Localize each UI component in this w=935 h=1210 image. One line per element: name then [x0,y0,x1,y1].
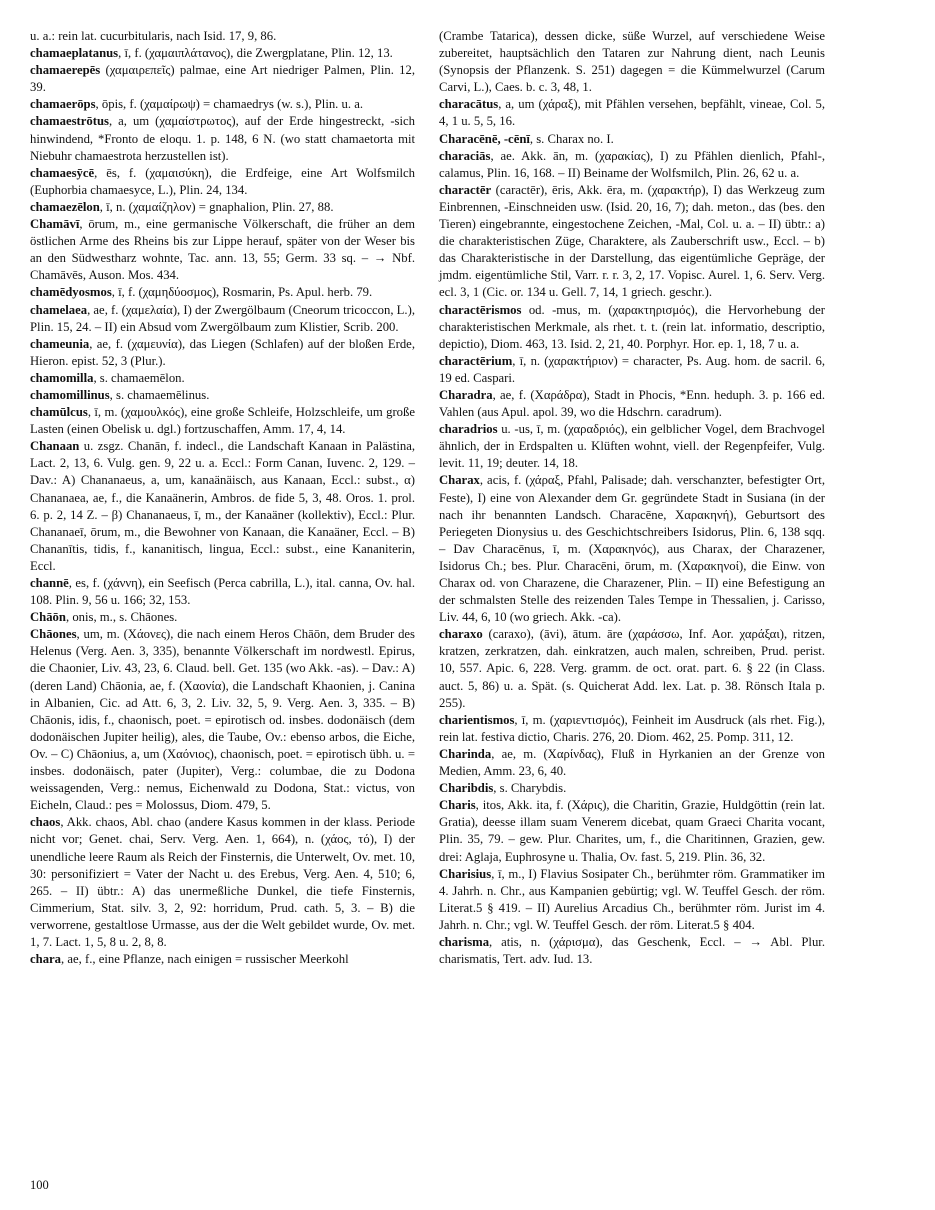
headword: Charis [439,798,476,813]
entry: chamaerepēs (χαμαιρεπεῖς) palmae, eine Art niedriger Palmen, Plin. 12, 39. [30,63,415,95]
headword: charisma [439,934,490,949]
entry: Charinda, ae, m. (Χαρίνδας), Fluß in Hyrkanien an der Grenze von Medien, Amm. 23, 6, 40. [439,746,825,779]
headword: characātus [439,97,499,112]
headword: Charisius [439,866,492,881]
headword: charientismos [439,712,515,727]
headword: Charadra [439,387,493,402]
entry: Charax, acis, f. (χάραξ, Pfahl, Palisade; dah. verschanzter, befestigter Ort, Feste), I) eine von Alexander dem Gr. gegründete Stadt in Susiana (in der nach ihr benannten Landsch. Characēne, Χαρακηνή), Geburtsort des Periegeten Dionysius u. des Geschichtschreibers Isidorus, Plin. 6, 138 sqq. – Dav Characēnus, ī, m. (Χαρακηνός), aus Charax, der Charazener, Isidorus Ch.; bes. Plur. Characēni, ōrum, m. (Χαρακηνοί), die Einw. von Charax od. von Charazene, die Charazener, Plin. – II) eine Befestigung an der schmalsten Stelle des reizenden Tales Tempe in Thessalien, j. Carisso, Liv. 44, 6, 10 (wo griech. Akk. -ca). [439,473,825,625]
headword: chamaestrōtus [30,114,109,129]
headword: Charax [439,473,480,488]
entry: Characēnē, -cēnī, s. Charax no. I. [439,131,614,146]
headword: chamūlcus [30,405,88,420]
entry: chamaeplatanus, ī, f. (χαμαιπλάτανος), die Zwergplatane, Plin. 12, 13. [30,46,393,61]
headword: charactēr [439,182,492,197]
entry: charadrios u. -us, ī, m. (χαραδριός), ein gelblicher Vogel, dem Brachvogel ähnlich, der in Erdspalten u. Klüften wohnt, viell. der Regenpfeifer, Vulg. levit. 11, 19; deuter. 14, 18. [439,422,825,471]
headword: charaxo [439,627,483,642]
entry: charaxo (caraxo), (āvi), ātum. āre (χαράσσω, Inf. Aor. χαράξαι), ritzen, kratzen, zerkratzen, dah. einkratzen, auch malen, schreiben, Prud. perist. 10, 557. Apic. 6, 228. Verg. gramm. de oct. orat. part. 6. § 22 (in Class. auct. 5, 86) u. a. Spät. (s. Quicherat Add. lex. Lat. p. 38. Rönsch Itala p. 255). [439,627,825,710]
entry: characātus, a, um (χάραξ), mit Pfählen versehen, bepfählt, vineae, Col. 5, 4, 1 u. 5, 5, 16. [439,97,825,129]
headword: chamaezēlon [30,199,100,214]
right-column [439,28,825,968]
entry: chamaerōps, ōpis, f. (χαμαίρωψ) = chamaedrys (w. s.), Plin. u. a. [30,97,364,112]
entry: u. a.: rein lat. cucurbitularis, nach Isid. 17, 9, 86. [30,29,277,43]
entry: chamomillinus, s. chamaemēlinus. [30,387,210,402]
entry: charactērium, ī, n. (χαρακτήριον) = character, Ps. Aug. hom. de sacril. 6, 19 ed. Caspari. [439,353,825,385]
entry: Charibdis, s. Charybdis. [439,781,567,796]
entry: Chāones, um, m. (Χάονες), die nach einem Heros Chāōn, dem Bruder des Helenus (Verg. Aen. 3, 335), benannte Völkerschaft im nordwestl. Epirus, die Chaonier, Liv. 43, 23, 6. Claud. bell. Get. 135 (wo Akk. -as). – Dav.: A) (deren Land) Chāonia, ae, f. (Χαονία), die Landschaft Khaonien, j. Canina in Albanien, Cic. ad Att. 6, 3, 2. Liv. 32, 5, 9. Verg. Aen. 3, 335. – B) Chāonis, idis, f., chaonisch, poet. = epirotisch od. insbes. dodonäisch (dem dodonäischen Jupiter heilig), ales, die Taube, Ov.: ebenso arbos, die Eiche, Ov. – C) Chāonius, a, um (Χαόνιος), chaonisch, poet. = epirotisch übh. u. = insbes. dodonäisch, pater (Jupiter), Verg.: columbae, die zu Dodona weissagenden, Verg.: nemus, Eichenwald zu Dodona, Stat.: victus, von Eicheln, Claud.: pes = Molossus, Diom. 479, 5. [30,627,415,813]
headword: chamomillinus [30,387,110,402]
headword: Charinda [439,746,492,761]
entry: chamelaea, ae, f. (χαμελαία), I) der Zwergölbaum (Cneorum tricoccon, L.), Plin. 15, 24. – II) ein Absud vom Zwergölbaum zum Klistier, Scrib. 200. [30,302,415,334]
entry: chamaestrōtus, a, um (χαμαίστρωτος), auf der Erde hingestreckt, -sich hinwindend, *Fronto de eloqu. 1. p. 148, 6 N. (wo statt chamaetorta mit Niebuhr chamaestrota herzustellen ist). [30,114,415,163]
headword: Chāones [30,627,77,642]
entry: charientismos, ī, m. (χαριεντισμός), Feinheit im Ausdruck (als rhet. Fig.), rein lat. festiva dictio, Charis. 276, 20. Diom. 462, 25. Pomp. 311, 12. [439,712,825,744]
headword: chamēdyosmos [30,285,112,300]
headword: chaos [30,815,61,830]
headword: chamaerōps [30,97,96,112]
entry: charactēr (caractēr), ēris, Akk. ēra, m. (χαρακτήρ), I) das Werkzeug zum Einbrennen, -Einschneiden usw. (Isid. 20, 16, 7); dah. meton., das (bes. den Tieren) eingebrannte, eingestochene Zeichen, -Mal, Col. u. a. – II) übtr.: a) die charakteristischen Züge, Charaktere, als Zauberschrift usw., Eccl. – b) das Charakteristische in der Darstellung, das eigentümliche Gepräge, der jmdm. eigentümliche Stil, Varr. r. r. 3, 2, 17. Vopisc. Aurel. 1, 6. Serv. Verg. ecl. 3, 1 (Cic. or. 134 u. Gell. 7, 14, 1 griech. geschr.). [439,182,825,300]
entry: Chamāvī, ōrum, m., eine germanische Völkerschaft, die früher an dem östlichen Arme des Rheins bis zur Lippe herauf, später von der Weser bis an den Südwestharz wohnte, Tac. ann. 13, 55; Germ. 33 sq. – → Nbf. Chamāvēs, Auson. Mos. 434. [30,217,415,283]
headword: characiās [439,148,491,163]
headword: Chāōn [30,610,66,625]
entry: chamūlcus, ī, m. (χαμουλκός), eine große Schleife, Holzschleife, um große Lasten (einen Obelisk u. dgl.) fortzuschaffen, Amm. 17, 4, 14. [30,405,415,437]
headword: chameunia [30,336,90,351]
entry: chamaesȳcē, ēs, f. (χαμαισύκη), die Erdfeige, eine Art Wolfsmilch (Euphorbia chamaesyce, L.), Plin. 24, 134. [30,165,415,197]
entry: Charis, itos, Akk. ita, f. (Χάρις), die Charitin, Grazie, Huldgöttin (rein lat. Gratia), deesse illam suam Venerem dicebat, quam Graeci Charita vocant, Plin. 35, 79. – gew. Plur. Charites, um, f., die Charitinnen, Grazien, gew. drei: Aglaja, Euphrosyne u. Thalia, Ov. fast. 5, 219. Plin. 36, 32. [439,798,825,864]
headword: chamomilla [30,370,94,385]
headword: chamaeplatanus [30,46,119,61]
entry: chamaezēlon, ī, n. (χαμαίζηλον) = gnaphalion, Plin. 27, 88. [30,199,334,214]
headword: charactērium [439,353,513,368]
headword: Charibdis [439,781,494,796]
entry: (Crambe Tatarica), dessen dicke, süße Wurzel, auf verschiedene Weise zubereitet, hauptsächlich den Tataren zur Nahrung dient, nach Leunis (Synopsis der Pflanzenk. S. 251) dagegen = die Kümmelwurzel (Carum Carvi, L.), Caes. b. c. 3, 48, 1. [439,29,825,95]
headword: Chamāvī [30,217,80,232]
headword: charactērismos [439,302,522,317]
entry: chameunia, ae, f. (χαμευνία), das Liegen (Schlafen) auf der bloßen Erde, Hieron. epist. 52, 3 (Plur.). [30,336,415,368]
headword: chamelaea [30,302,88,317]
entry: chara, ae, f., eine Pflanze, nach einigen = russischer Meerkohl [30,952,349,967]
entry: chaos, Akk. chaos, Abl. chao (andere Kasus kommen in der klass. Periode nicht vor; Genet. chai, Serv. Verg. Aen. 1, 664), n. (χάος, τό), I) der unendliche leere Raum als Reich der Finsternis, die Unterwelt, Ov. met. 10, 30: personifiziert = Vater der Nacht u. des Erebus, Verg. Aen. 4, 510; 6, 265. – II) übtr.: A) das unermeßliche Dunkel, die tiefe Finsternis, Cimmerium, Stat. silv. 3, 2, 92: horridum, Prud. cath. 5, 3. – B) die verworrene, gestaltlose Urmasse, aus der die Welt gebildet wurde, Ov. met. 1, 7. Lact. 1, 5, 8 u. 2, 8, 8. [30,815,415,949]
headword: Chanaan [30,439,80,454]
entry: charactērismos od. -mus, m. (χαρακτηρισμός), die Hervorhebung der charakteristischen Merkmale, als rhet. t. t. (rein lat. informatio, descriptio, depictio), Diom. 463, 13. Isid. 2, 21, 40. Porphyr. Hor. ep. 1, 18, 7 u. a. [439,302,825,351]
entry: Charadra, ae, f. (Χαράδρα), Stadt in Phocis, *Enn. heduph. 3. p. 166 ed. Vahlen (aus Apul. apol. 39, wo die Hdschrn. caradrum). [439,387,825,420]
headword: Characēnē, -cēnī [439,131,530,146]
entry: channē, es, f. (χάννη), ein Seefisch (Perca cabrilla, L.), ital. canna, Ov. hal. 108. Plin. 9, 56 u. 166; 32, 153. [30,576,415,608]
page-number: 100 [30,1178,49,1192]
entry: chamēdyosmos, ī, f. (χαμηδύοσμος), Rosmarin, Ps. Apul. herb. 79. [30,285,373,300]
entry: Chāōn, onis, m., s. Chāones. [30,610,178,625]
headword: chara [30,952,62,967]
headword: channē [30,576,69,590]
headword: chamaesȳcē [30,165,95,180]
entry: charisma, atis, n. (χάρισμα), das Geschenk, Eccl. – → Abl. Plur. charismatis, Tert. adv. Iud. 13. [439,934,825,967]
entry: Charisius, ī, m., I) Flavius Sosipater Ch., berühmter röm. Grammatiker im 4. Jahrh. n. Chr., aus Kampanien gebürtig; vgl. W. Teuffel Gesch. der röm. Literat.5 § 419. – II) Aurelius Arcadius Ch., berühmter röm. Jurist im 4. Jahrh. n. Chr.; vgl. W. Teuffel Gesch. der röm. Literat.5 § 404. [439,866,825,932]
entry: characiās, ae. Akk. ān, m. (χαρακίας), I) zu Pfählen dienlich, Pfahl-, calamus, Plin. 16, 168. – II) Beiname der Wolfsmilch, Plin. 26, 62 u. a. [439,148,825,180]
left-column [30,28,415,968]
headword: chamaerepēs [30,63,101,78]
entry: Chanaan u. zsgz. Chanān, f. indecl., die Landschaft Kanaan in Palästina, Lact. 2, 13, 6. Vulg. gen. 9, 22 u. a. Eccl.: Form Canan, Iuvenc. 2, 129. – Dav.: A) Chananaeus, a, um, kanaänäisch, aus Kanaan, Eccl.: subst., α) Chananaea, ae, f., die Kanaänerin, Ambros. de fide 5, 3, 48. Oros. 1. prol. 6. p. 2, 14 Z. – β) Chananaeus, ī, m., der Kanaäner (kollektiv), Eccl.: Plur. Chananaeī, ōrum, m., die Bewohner von Kanaan, die Kanaäner, Eccl. – B) Chananītis, tidis, f., kananitisch, lingua, Eccl.: subst., eine Kananiterin, Eccl. [30,439,415,573]
headword: charadrios [439,422,498,437]
entry: chamomilla, s. chamaemēlon. [30,370,185,385]
